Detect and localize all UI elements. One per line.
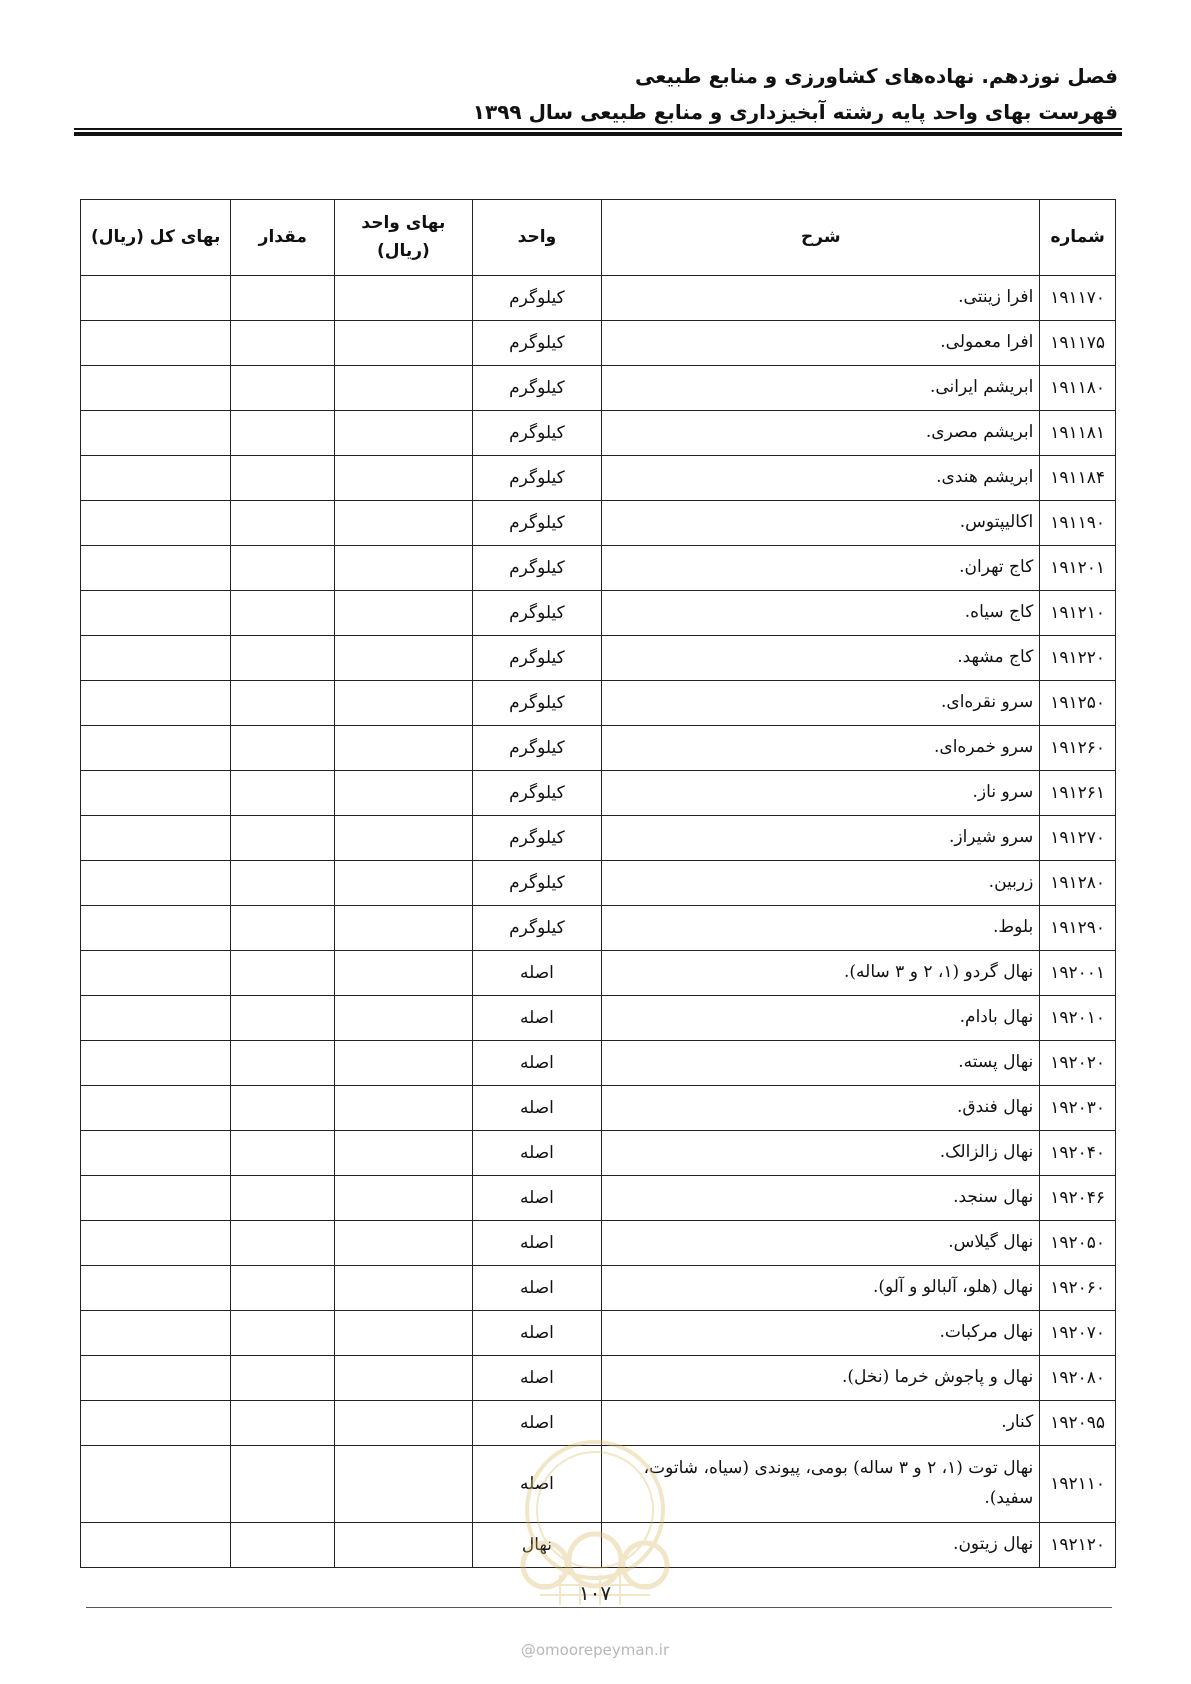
item-quantity [231,951,335,996]
item-total-price [81,996,231,1041]
item-quantity [231,771,335,816]
table-row [81,591,1116,636]
table-row [81,501,1116,546]
table-body [81,276,1116,1568]
item-total-price [81,1523,231,1568]
table-row [81,1176,1116,1221]
item-code: ۱۹۲۰۳۰ [1040,1086,1116,1131]
item-description: سرو نقره‌ای. [602,681,1040,726]
price-list-table [80,199,1116,1568]
item-unit: اصله [472,1131,602,1176]
item-total-price [81,681,231,726]
item-code: ۱۹۱۱۸۴ [1040,456,1116,501]
item-unit: اصله [472,951,602,996]
item-quantity [231,996,335,1041]
item-code: ۱۹۲۱۱۰ [1040,1446,1116,1523]
item-quantity [231,1176,335,1221]
item-description: سرو شیراز. [602,816,1040,861]
page-header [74,58,1122,130]
item-code: ۱۹۱۲۲۰ [1040,636,1116,681]
item-unit: اصله [472,1221,602,1266]
item-total-price [81,951,231,996]
unit-price-header-line1: بهای واحد [361,213,446,234]
item-description: نهال توت (۱، ۲ و ۳ ساله) بومی، پیوندی (سیاه، شاتوت، سفید). [602,1446,1040,1523]
item-unit-price [335,366,472,411]
item-unit: کیلوگرم [472,861,602,906]
item-description: ابریشم هندی. [602,456,1040,501]
item-unit: کیلوگرم [472,456,602,501]
item-code: ۱۹۲۰۷۰ [1040,1311,1116,1356]
table-row [81,996,1116,1041]
item-quantity [231,861,335,906]
table-row [81,726,1116,771]
item-unit-price [335,1041,472,1086]
item-unit-price [335,411,472,456]
item-unit-price [335,636,472,681]
item-description: بلوط. [602,906,1040,951]
item-code: ۱۹۱۱۷۵ [1040,321,1116,366]
table-row [81,1221,1116,1266]
item-unit: اصله [472,1311,602,1356]
item-unit-price [335,861,472,906]
column-header-number: شماره [1040,200,1116,276]
item-unit: کیلوگرم [472,321,602,366]
item-total-price [81,1266,231,1311]
item-unit-price [335,1356,472,1401]
item-code: ۱۹۲۱۲۰ [1040,1523,1116,1568]
item-description: زربین. [602,861,1040,906]
item-unit-price [335,546,472,591]
item-total-price [81,1176,231,1221]
item-code: ۱۹۱۲۶۱ [1040,771,1116,816]
item-unit: کیلوگرم [472,726,602,771]
item-description: نهال زالزالک. [602,1131,1040,1176]
item-total-price [81,1401,231,1446]
item-unit-price [335,276,472,321]
item-unit: کیلوگرم [472,591,602,636]
item-description: کنار. [602,1401,1040,1446]
item-description: کاج تهران. [602,546,1040,591]
item-quantity [231,1446,335,1523]
item-code: ۱۹۲۰۶۰ [1040,1266,1116,1311]
item-code: ۱۹۲۰۰۱ [1040,951,1116,996]
item-unit-price [335,681,472,726]
item-unit-price [335,501,472,546]
item-code: ۱۹۱۲۰۱ [1040,546,1116,591]
item-unit: کیلوگرم [472,366,602,411]
item-total-price [81,456,231,501]
item-quantity [231,1523,335,1568]
item-unit: اصله [472,1176,602,1221]
item-unit: کیلوگرم [472,636,602,681]
item-quantity [231,276,335,321]
item-description: نهال پسته. [602,1041,1040,1086]
table-row [81,681,1116,726]
item-code: ۱۹۲۰۴۶ [1040,1176,1116,1221]
item-quantity [231,546,335,591]
item-unit: کیلوگرم [472,816,602,861]
item-unit-price [335,456,472,501]
item-unit-price [335,591,472,636]
item-unit: اصله [472,996,602,1041]
item-unit-price [335,1446,472,1523]
item-total-price [81,1221,231,1266]
item-code: ۱۹۲۰۸۰ [1040,1356,1116,1401]
item-description: سرو ناز. [602,771,1040,816]
item-quantity [231,501,335,546]
item-description: افرا معمولی. [602,321,1040,366]
item-quantity [231,1266,335,1311]
table-row [81,1311,1116,1356]
column-header-unit: واحد [472,200,602,276]
item-code: ۱۹۲۰۹۵ [1040,1401,1116,1446]
item-total-price [81,501,231,546]
item-unit: اصله [472,1086,602,1131]
item-unit-price [335,1311,472,1356]
item-description: نهال مرکبات. [602,1311,1040,1356]
item-quantity [231,1311,335,1356]
item-code: ۱۹۱۱۷۰ [1040,276,1116,321]
item-quantity [231,636,335,681]
item-description: سرو خمره‌ای. [602,726,1040,771]
item-code: ۱۹۱۲۶۰ [1040,726,1116,771]
item-unit-price [335,771,472,816]
item-unit: اصله [472,1446,602,1523]
item-total-price [81,1086,231,1131]
table-row [81,411,1116,456]
item-unit-price [335,1266,472,1311]
item-total-price [81,636,231,681]
page-number: ۱۰۷ [578,1581,612,1605]
column-header-total-price: بهای کل (ریال) [81,200,231,276]
item-unit: کیلوگرم [472,411,602,456]
item-total-price [81,726,231,771]
item-unit: کیلوگرم [472,276,602,321]
item-unit-price [335,816,472,861]
item-description: نهال و پاجوش خرما (نخل). [602,1356,1040,1401]
table-row [81,636,1116,681]
item-unit: کیلوگرم [472,501,602,546]
item-code: ۱۹۲۰۴۰ [1040,1131,1116,1176]
item-total-price [81,771,231,816]
item-description: اکالیپتوس. [602,501,1040,546]
header-rule-thick [74,132,1122,136]
item-code: ۱۹۱۲۷۰ [1040,816,1116,861]
item-unit: کیلوگرم [472,546,602,591]
item-quantity [231,816,335,861]
item-unit: اصله [472,1401,602,1446]
item-description: ابریشم ایرانی. [602,366,1040,411]
footer-rule [86,1607,1112,1608]
item-description: نهال گردو (۱، ۲ و ۳ ساله). [602,951,1040,996]
item-total-price [81,1311,231,1356]
item-quantity [231,366,335,411]
item-unit: کیلوگرم [472,771,602,816]
item-unit-price [335,906,472,951]
table-row [81,276,1116,321]
item-unit-price [335,321,472,366]
item-quantity [231,1356,335,1401]
item-description: نهال گیلاس. [602,1221,1040,1266]
item-total-price [81,411,231,456]
item-unit: کیلوگرم [472,681,602,726]
table-row [81,951,1116,996]
item-description: نهال سنجد. [602,1176,1040,1221]
table-row [81,771,1116,816]
item-code: ۱۹۲۰۲۰ [1040,1041,1116,1086]
item-description: ابریشم مصری. [602,411,1040,456]
table-row [81,1131,1116,1176]
item-description: کاج سیاه. [602,591,1040,636]
item-description: کاج مشهد. [602,636,1040,681]
item-code: ۱۹۱۲۵۰ [1040,681,1116,726]
table-row [81,546,1116,591]
column-header-description: شرح [602,200,1040,276]
item-total-price [81,276,231,321]
chapter-title: فصل نوزدهم. نهاده‌های کشاورزی و منابع طبیعی [634,64,1118,88]
table-row [81,1041,1116,1086]
item-description: نهال بادام. [602,996,1040,1041]
item-quantity [231,411,335,456]
item-code: ۱۹۱۱۸۱ [1040,411,1116,456]
item-unit: کیلوگرم [472,906,602,951]
item-quantity [231,321,335,366]
item-unit: اصله [472,1041,602,1086]
item-quantity [231,681,335,726]
item-description: افرا زینتی. [602,276,1040,321]
item-quantity [231,1131,335,1176]
column-header-quantity: مقدار [231,200,335,276]
item-quantity [231,906,335,951]
item-total-price [81,1041,231,1086]
item-quantity [231,1086,335,1131]
item-total-price [81,861,231,906]
table-row [81,1266,1116,1311]
table-row [81,861,1116,906]
item-total-price [81,906,231,951]
item-unit: نهال [472,1523,602,1568]
unit-price-header-line2: (ریال) [376,240,430,261]
item-code: ۱۹۱۲۹۰ [1040,906,1116,951]
watermark-url: @omoorepeyman.ir [520,1641,670,1659]
item-quantity [231,1221,335,1266]
item-quantity [231,1041,335,1086]
table-row [81,816,1116,861]
item-total-price [81,1356,231,1401]
item-quantity [231,591,335,636]
item-unit: اصله [472,1356,602,1401]
item-total-price [81,546,231,591]
item-total-price [81,1131,231,1176]
item-unit-price [335,1131,472,1176]
item-description: نهال زیتون. [602,1523,1040,1568]
item-unit-price [335,996,472,1041]
item-total-price [81,321,231,366]
item-unit: اصله [472,1266,602,1311]
item-quantity [231,726,335,771]
item-quantity [231,1401,335,1446]
item-total-price [81,816,231,861]
table-header-row [81,200,1116,276]
item-code: ۱۹۱۲۸۰ [1040,861,1116,906]
item-unit-price [335,1221,472,1266]
item-unit-price [335,1086,472,1131]
item-unit-price [335,1176,472,1221]
table-row [81,906,1116,951]
item-description: نهال (هلو، آلبالو و آلو). [602,1266,1040,1311]
item-code: ۱۹۱۲۱۰ [1040,591,1116,636]
item-code: ۱۹۱۱۸۰ [1040,366,1116,411]
item-unit-price [335,951,472,996]
item-description: نهال فندق. [602,1086,1040,1131]
item-unit-price [335,726,472,771]
column-header-unit-price [335,200,472,276]
table-row [81,1086,1116,1131]
item-total-price [81,366,231,411]
item-code: ۱۹۲۰۱۰ [1040,996,1116,1041]
item-code: ۱۹۲۰۵۰ [1040,1221,1116,1266]
item-total-price [81,1446,231,1523]
item-total-price [81,591,231,636]
item-unit-price [335,1401,472,1446]
table-row [81,1356,1116,1401]
item-quantity [231,456,335,501]
table-row [81,456,1116,501]
header-rule-thin [74,128,1122,130]
item-unit-price [335,1523,472,1568]
table-row [81,366,1116,411]
document-subtitle: فهرست بهای واحد پایه رشته آبخیزداری و منابع طبیعی سال ۱۳۹۹ [472,100,1118,124]
item-code: ۱۹۱۱۹۰ [1040,501,1116,546]
table-row [81,321,1116,366]
